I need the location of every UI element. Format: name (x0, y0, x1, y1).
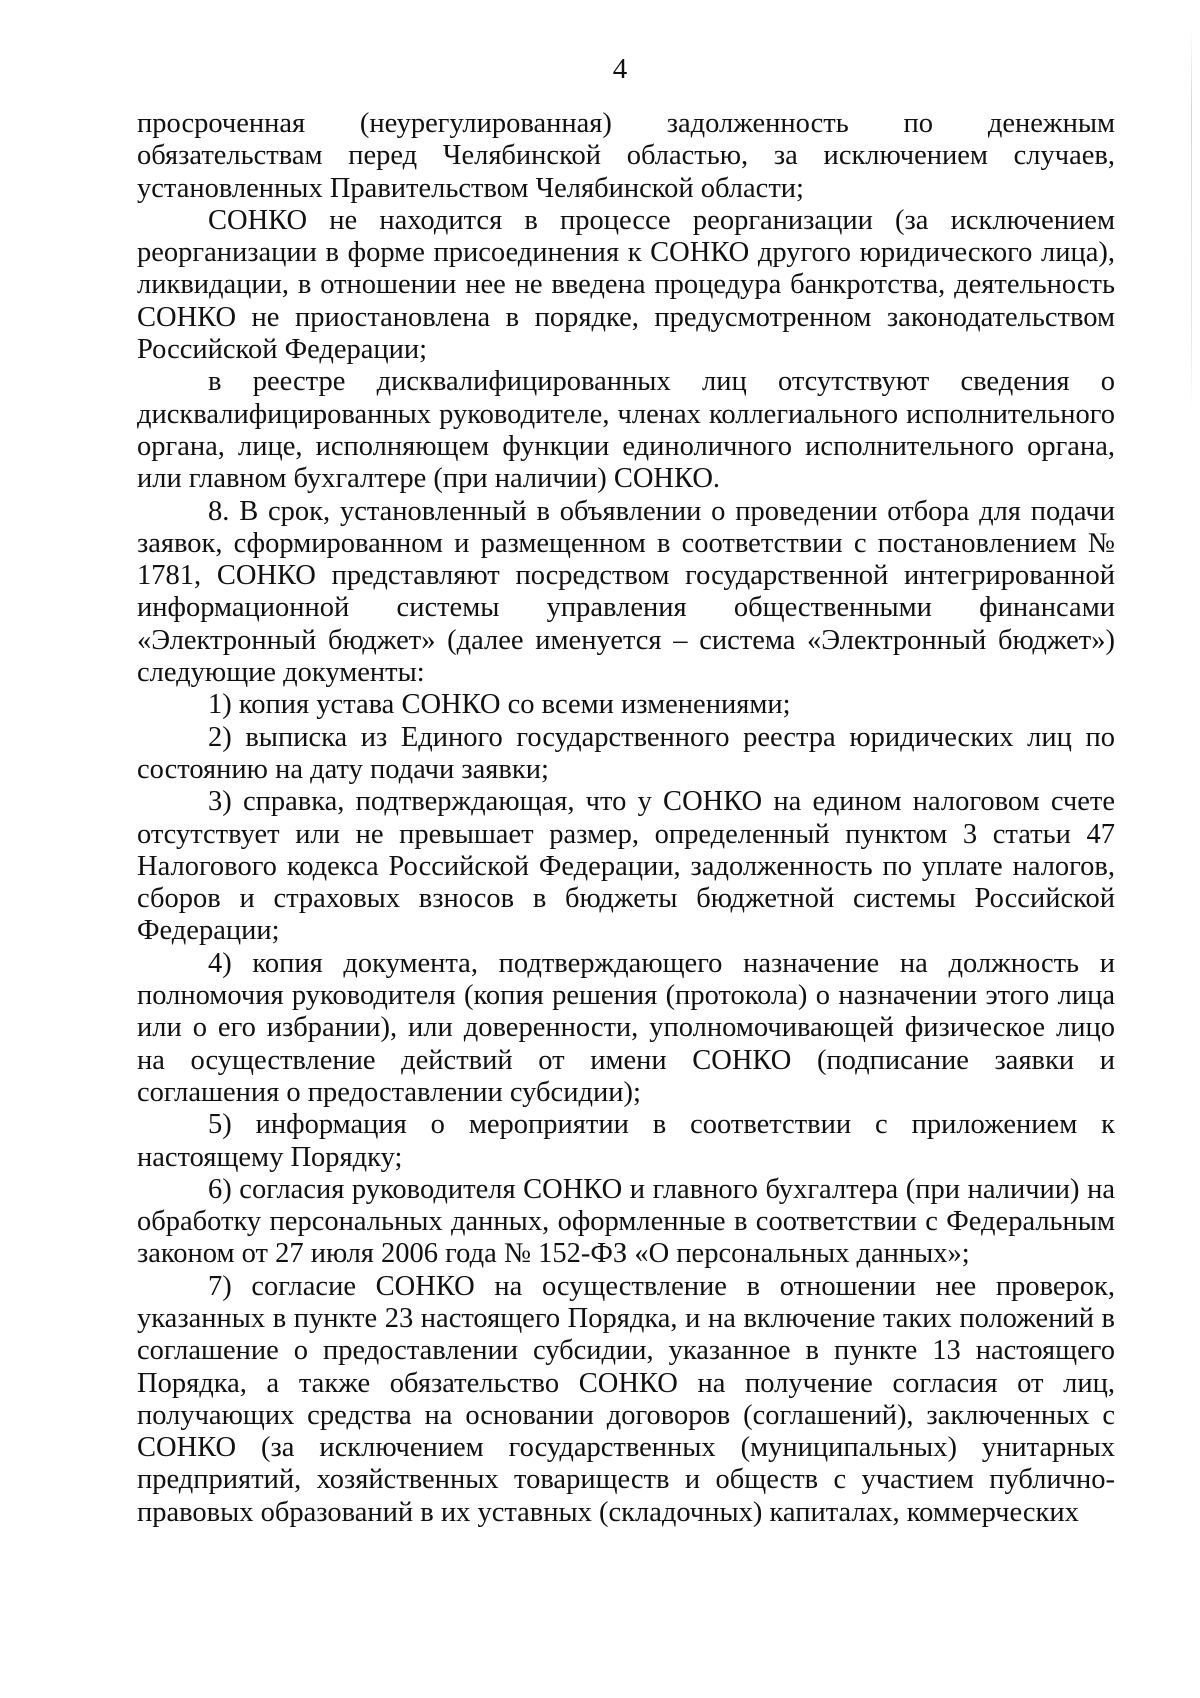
list-item-4: 4) копия документа, подтверждающего назначение на должность и полномочия руководителя (копия решения (протокола) о назначении этого лица или о его избрании), или доверенности, уполномочивающей физическое лицо на осуществление действий от имени СОНКО (подписание заявки и соглашения о предоставлении субсидии); (137, 947, 1115, 1108)
list-item-7: 7) согласие СОНКО на осуществление в отношении нее проверок, указанных в пункте 23 настоящего Порядка, и на включение таких положений в соглашение о предоставлении субсидии, указанное в пункте 13 настоящего Порядка, а также обязательство СОНКО на получение согласия от лиц, получающих средства на основании договоров (соглашений), заключенных с СОНКО (за исключением государственных (муниципальных) унитарных предприятий, хозяйственных товариществ и обществ с участием публично-правовых образований в их уставных (складочных) капиталах, коммерческих (137, 1270, 1115, 1528)
paragraph-item-8: 8. В срок, установленный в объявлении о проведении отбора для подачи заявок, сформированном и размещенном в соответствии с постановлением № 1781, СОНКО представляют посредством государственной интегрированной информационной системы управления общественными финансами «Электронный бюджет» (далее именуется – система «Электронный бюджет») следующие документы: (137, 495, 1115, 689)
list-item-6: 6) согласия руководителя СОНКО и главного бухгалтера (при наличии) на обработку персональных данных, оформленные в соответствии с Федеральным законом от 27 июля 2006 года № 152-ФЗ «О персональных данных»; (137, 1173, 1115, 1270)
scan-edge-line (1191, 30, 1192, 410)
list-item-5: 5) информация о мероприятии в соответствии с приложением к настоящему Порядку; (137, 1109, 1115, 1173)
document-body (137, 108, 1115, 1529)
paragraph-continuation: просроченная (неурегулированная) задолженность по денежным обязательствам перед Челябинской областью, за исключением случаев, установленных Правительством Челябинской области; (137, 108, 1115, 204)
page-number: 4 (612, 53, 628, 85)
paragraph-reorganization: СОНКО не находится в процессе реорганизации (за исключением реорганизации в форме присоединения к СОНКО другого юридического лица), ликвидации, в отношении нее не введена процедура банкротства, деятельность СОНКО не приостановлена в порядке, предусмотренном законодательством Российской Федерации; (137, 204, 1115, 366)
list-item-3: 3) справка, подтверждающая, что у СОНКО на едином налоговом счете отсутствует или не превышает размер, определенный пунктом 3 статьи 47 Налогового кодекса Российской Федерации, задолженность по уплате налогов, сборов и страховых взносов в бюджеты бюджетной системы Российской Федерации; (137, 786, 1115, 947)
list-item-2: 2) выписка из Единого государственного реестра юридических лиц по состоянию на дату подачи заявки; (137, 721, 1115, 785)
list-item-1: 1) копия устава СОНКО со всеми изменениями; (208, 689, 791, 721)
paragraph-disqualified-registry: в реестре дисквалифицированных лиц отсутствуют сведения о дисквалифицированных руководителе, членах коллегиального исполнительного органа, лице, исполняющем функции единоличного исполнительного органа, или главном бухгалтере (при наличии) СОНКО. (137, 366, 1115, 495)
